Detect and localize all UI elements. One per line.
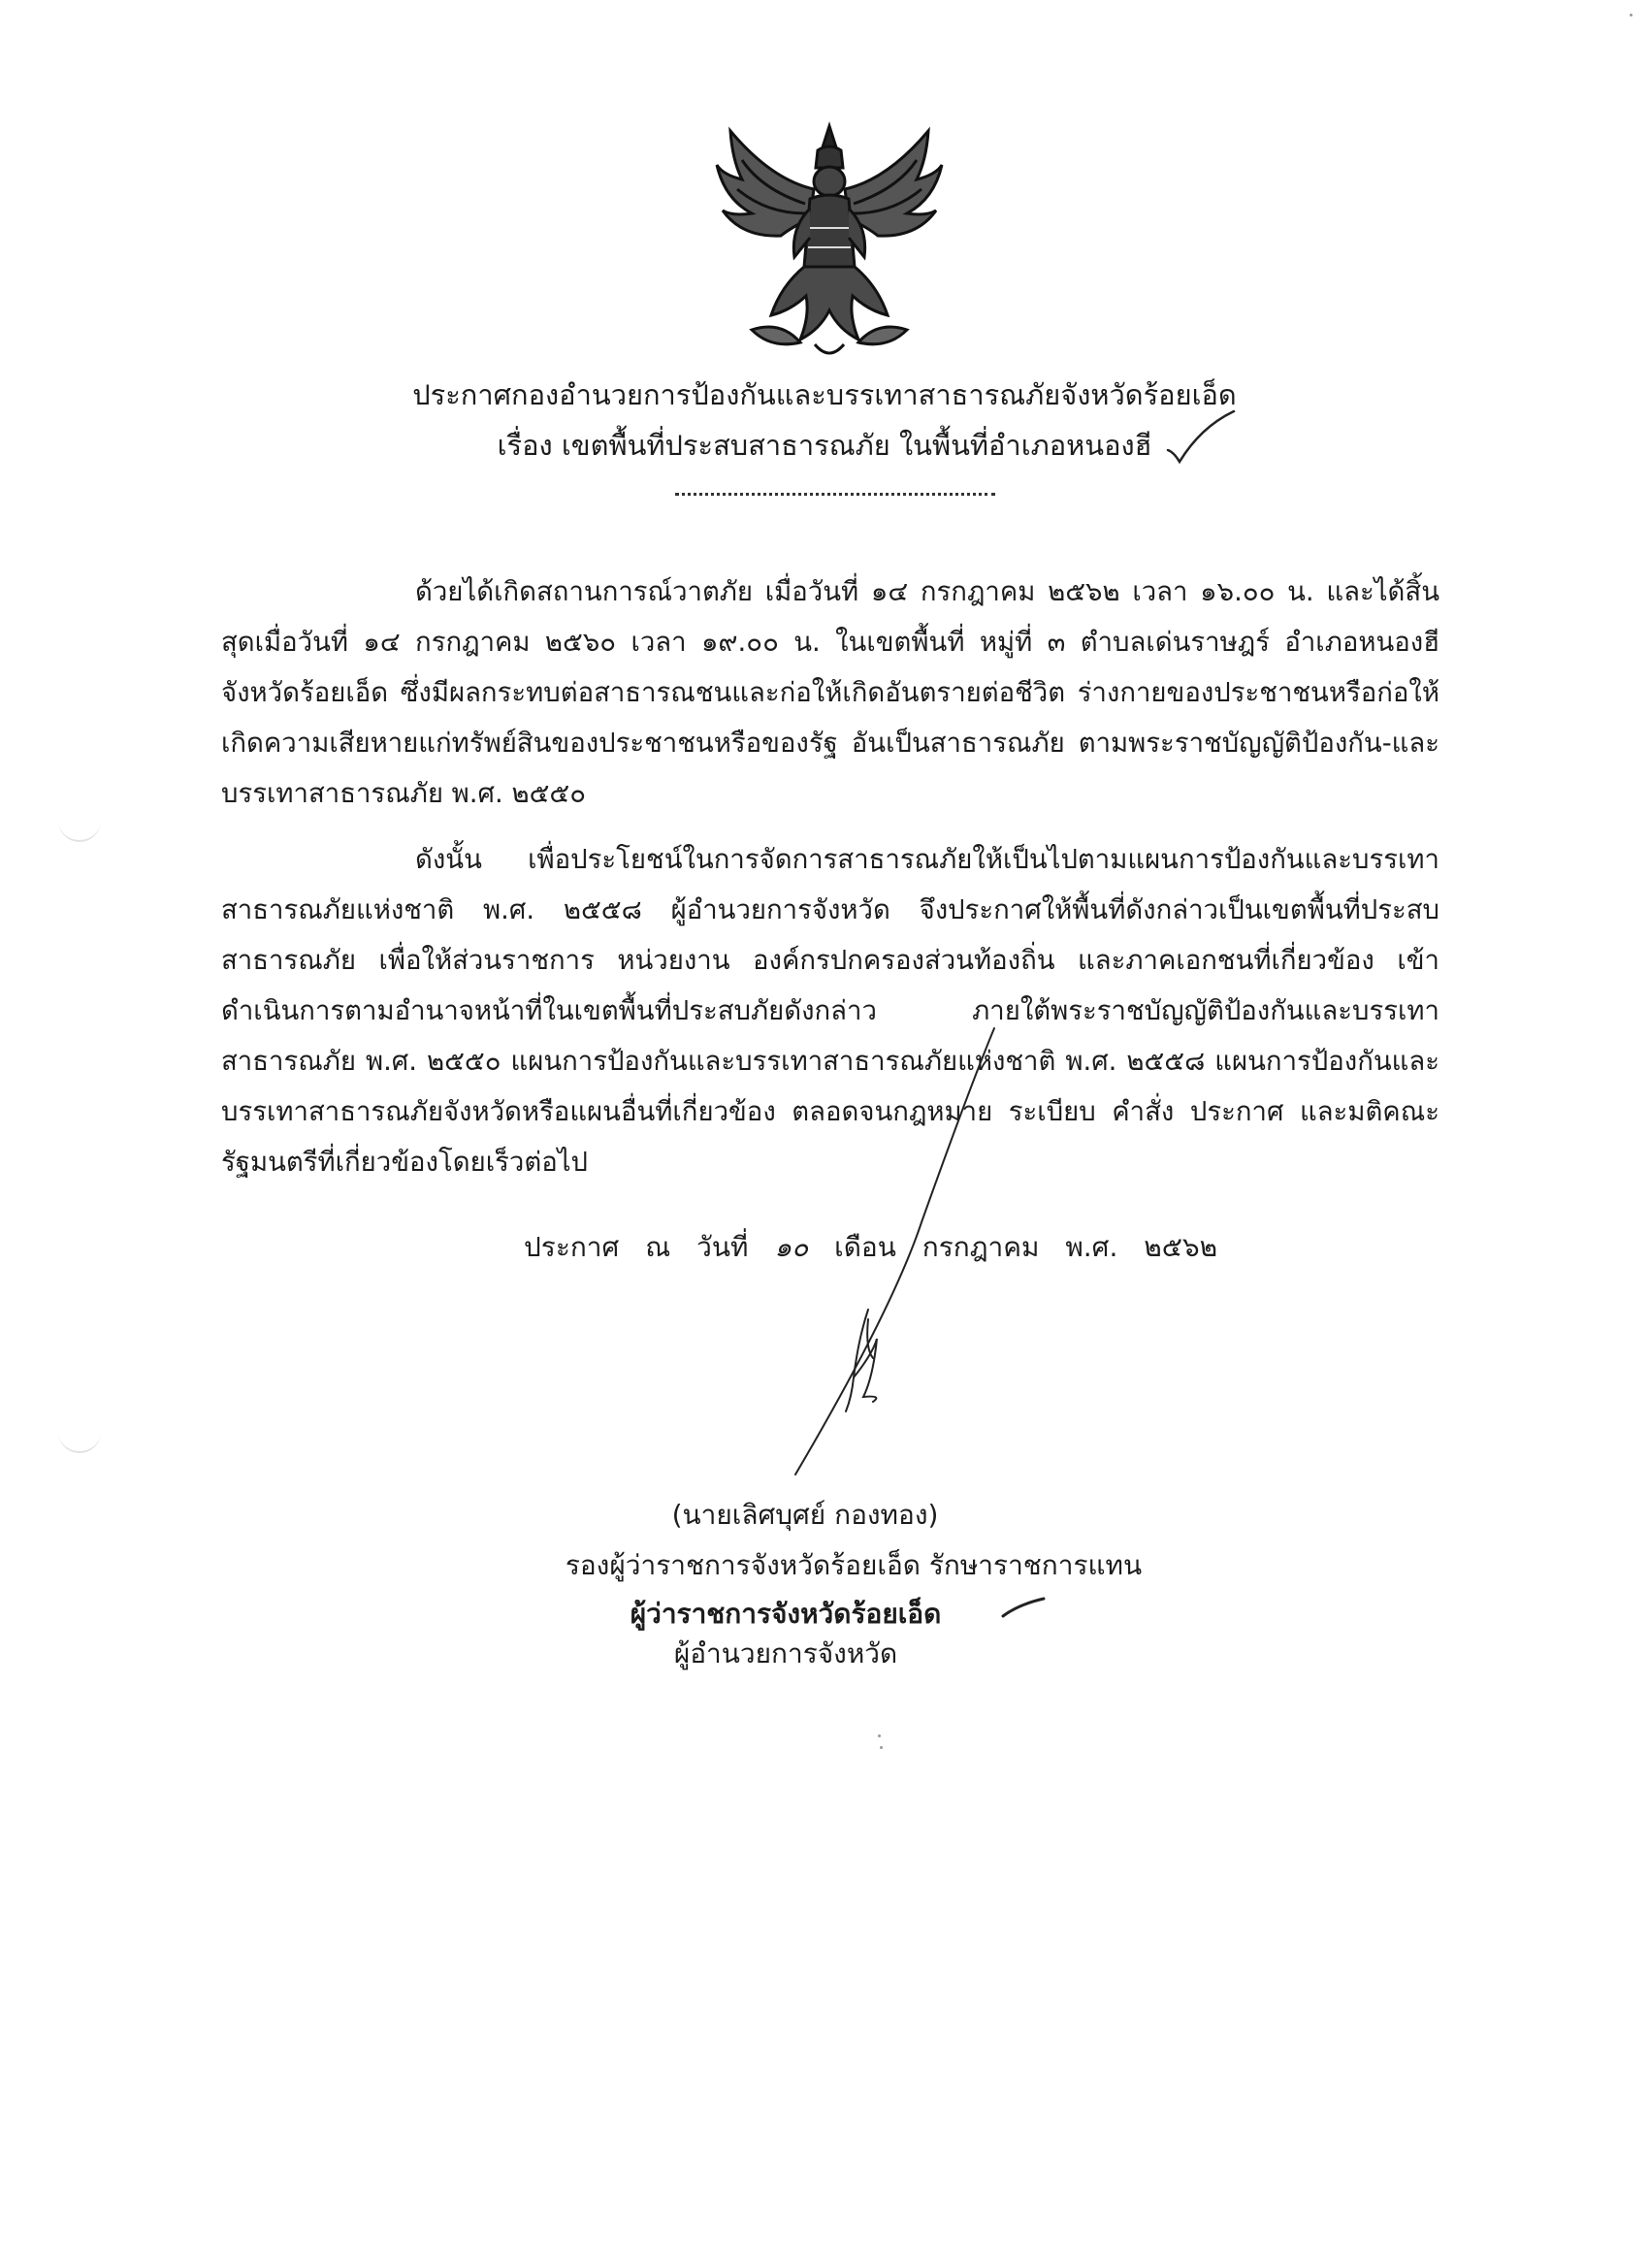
dash-mark-icon	[999, 1593, 1048, 1622]
year-value: ๒๕๖๒	[1144, 1231, 1218, 1263]
body-paragraph-2: ดังนั้น เพื่อประโยชน์ในการจัดการสาธารณภัยให้เป็นไปตามแผนการป้องกันและบรรเทาสาธารณภัยแห่งชาติ พ.ศ. ๒๕๕๘ ผู้อำนวยการจังหวัด จึงประกาศให้พื้นที่ดังกล่าวเป็นเขตพื้นที่ประสบสาธารณภัย เพื่อให้ส่วนราชการ หน่วยงาน องค์กรปกครองส่วนท้องถิ่น และภาคเอกชนที่เกี่ยวข้อง เข้าดำเนินการตามอำนาจหน้าที่ในเขตพื้นที่ประสบภัยดังกล่าว ภายใต้พระราชบัญญัติป้องกันและบรรเทาสาธารณภัย พ.ศ. ๒๕๕๐ แผนการป้องกันและบรรเทาสาธารณภัยแห่งชาติ พ.ศ. ๒๕๕๘ แผนการป้องกันและบรรเทาสาธารณภัยจังหวัดหรือแผนอื่นที่เกี่ยวข้อง ตลอดจนกฎหมาย ระเบียบ คำสั่ง ประกาศ และมติคณะรัฐมนตรีที่เกี่ยวข้องโดยเร็วต่อไป	[221, 844, 1439, 1178]
document-title: ประกาศกองอำนวยการป้องกันและบรรเทาสาธารณภัยจังหวัดร้อยเอ็ด	[412, 378, 1237, 411]
punch-hole-mark	[58, 1426, 101, 1453]
paper-speck	[878, 1734, 881, 1737]
signatory-governor-title: ผู้ว่าราชการจังหวัดร้อยเอ็ด	[630, 1598, 942, 1630]
year-label: พ.ศ.	[1065, 1231, 1118, 1263]
paper-speck	[1630, 14, 1633, 16]
proclamation-at: ณ	[645, 1231, 671, 1263]
proclamation-prefix: ประกาศ	[524, 1231, 620, 1263]
body-paragraph-1: ด้วยได้เกิดสถานการณ์วาตภัย เมื่อวันที่ ๑๔ กรกฎาคม ๒๕๖๒ เวลา ๑๖.๐๐ น. และได้สิ้นสุดเมื่อวันที่ ๑๔ กรกฎาคม ๒๕๖๐ เวลา ๑๙.๐๐ น. ในเขตพื้นที่ หมู่ที่ ๓ ตำบลเด่นราษฎร์ อำเภอหนองฮี จังหวัดร้อยเอ็ด ซึ่งมีผลกระทบต่อสาธารณชนและก่อให้เกิดอันตรายต่อชีวิต ร่างกายของประชาชนหรือก่อให้เกิดความเสียหายแก่ทรัพย์สินของประชาชนหรือของรัฐ อันเป็นสาธารณภัย ตามพระราชบัญญัติป้องกัน-และบรรเทาสาธารณภัย พ.ศ. ๒๕๕๐	[221, 576, 1439, 809]
document-subject: เรื่อง เขตพื้นที่ประสบสาธารณภัย ในพื้นที่อำเภอหนองฮี	[497, 429, 1152, 462]
garuda-emblem-icon	[713, 121, 946, 364]
punch-hole-mark	[58, 815, 101, 842]
check-mark-icon	[1164, 407, 1237, 466]
handwritten-signature-icon	[776, 970, 999, 1513]
signatory-position: รองผู้ว่าราชการจังหวัดร้อยเอ็ด รักษาราชการแทน	[565, 1549, 1143, 1581]
month-value: กรกฎาคม	[922, 1231, 1040, 1263]
day-value: ๑๐	[774, 1231, 809, 1263]
paper-speck	[880, 1746, 883, 1749]
divider-dotted	[675, 493, 995, 496]
day-label: วันที่	[696, 1231, 749, 1263]
signatory-director-title: ผู้อำนวยการจังหวัด	[673, 1637, 898, 1669]
month-label: เดือน	[834, 1231, 896, 1263]
signatory-name: (นายเลิศบุศย์ กองทอง)	[671, 1499, 939, 1531]
